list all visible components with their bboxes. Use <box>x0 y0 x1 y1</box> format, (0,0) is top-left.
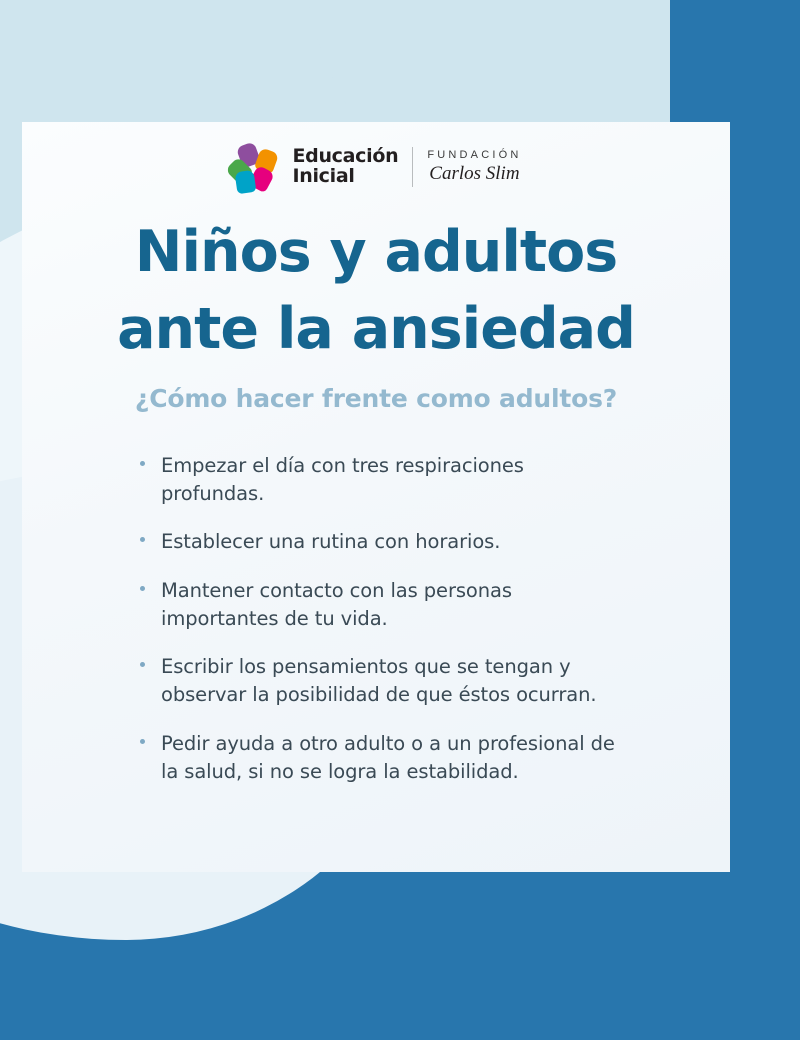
list-item <box>140 653 620 708</box>
list-item-text: Pedir ayuda a otro adulto o a un profesional de la salud, si no se logra la estabilidad. <box>161 731 615 783</box>
brand-name-line1: Educación <box>292 145 399 168</box>
hand-cyan-icon <box>235 170 257 194</box>
brand-name-line2: Inicial <box>292 165 355 187</box>
content-card <box>22 122 730 872</box>
list-item-text: Establecer una rutina con horarios. <box>161 530 501 554</box>
foundation-name: Carlos Slim <box>429 162 520 184</box>
list-item <box>140 528 620 556</box>
bullet-dot-icon <box>140 739 145 744</box>
list-item-text: Empezar el día con tres respiraciones profundas. <box>161 454 524 505</box>
hands-logo-icon <box>230 144 278 190</box>
list-item <box>140 452 620 507</box>
page-subtitle: ¿Cómo hacer frente como adultos? <box>134 384 618 413</box>
bullet-dot-icon <box>140 461 145 466</box>
list-item-text: Mantener contacto con las personas importantes de tu vida. <box>161 579 512 630</box>
bullet-dot-icon <box>140 586 145 591</box>
bullet-dot-icon <box>140 537 145 542</box>
page-title-line2: ante la ansiedad <box>117 295 635 362</box>
page-title-line1: Niños y adultos <box>134 219 618 285</box>
logo-lockup <box>22 144 730 190</box>
bullet-dot-icon <box>140 662 145 667</box>
logo-divider <box>412 147 413 187</box>
page-title <box>22 214 730 368</box>
list-item-text: Escribir los pensamientos que se tengan y observar la posibilidad de que éstos ocurran. <box>161 655 597 707</box>
brand-name <box>292 147 398 187</box>
foundation-label: FUNDACIÓN <box>427 148 522 161</box>
foundation-lockup <box>427 149 521 186</box>
list-item <box>140 730 620 785</box>
tips-list <box>140 452 620 806</box>
list-item <box>140 577 620 632</box>
